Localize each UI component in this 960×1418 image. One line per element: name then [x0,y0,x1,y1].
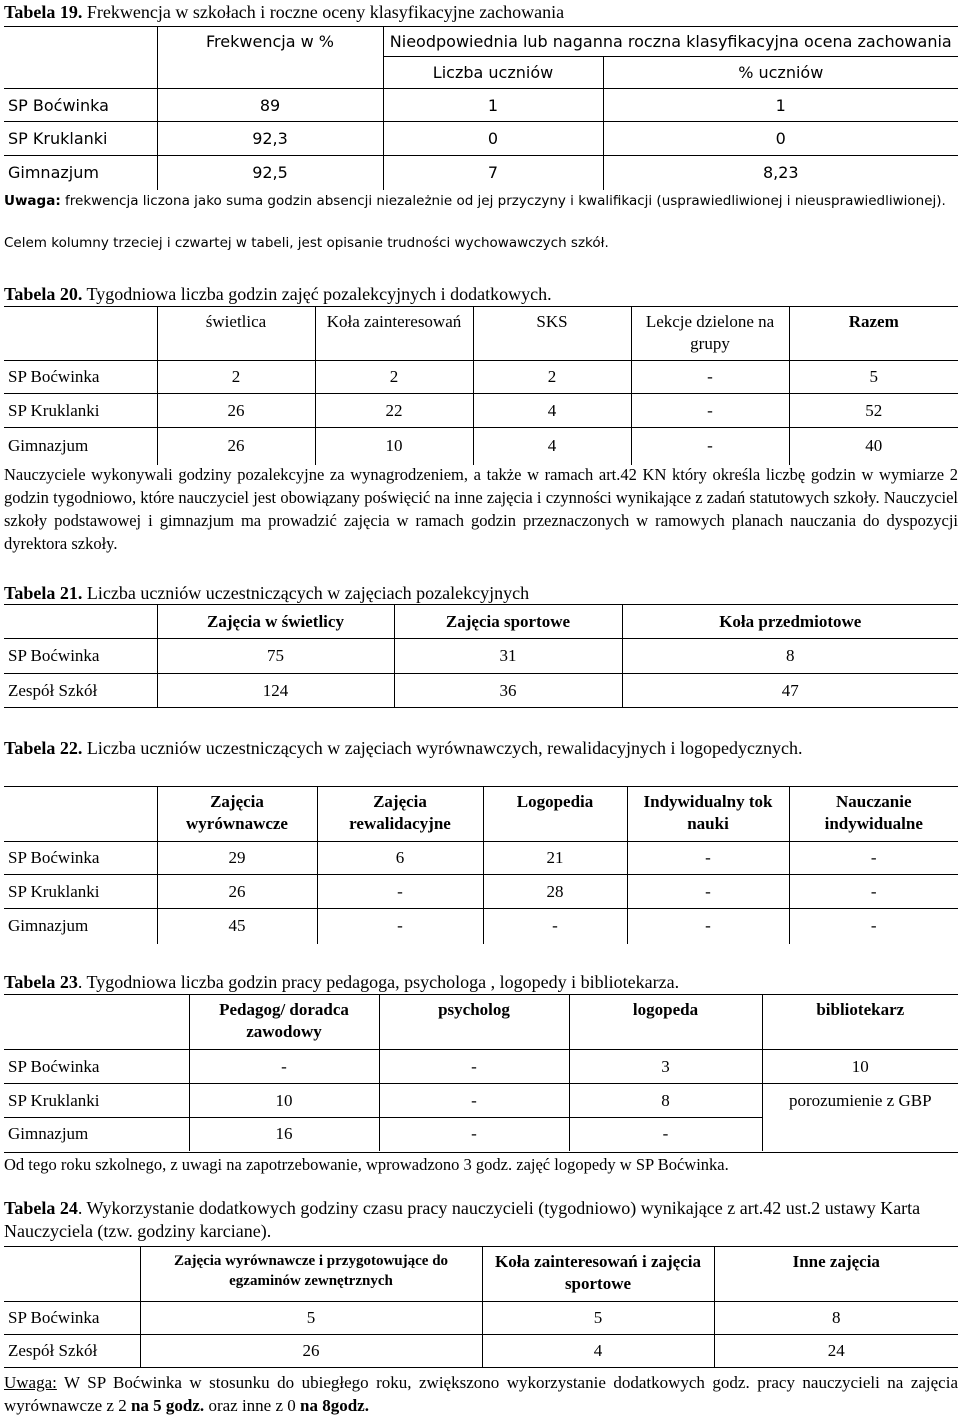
cell: 40 [789,428,958,465]
cell: - [627,842,789,875]
cell: 5 [140,1302,482,1335]
cell: 16 [189,1118,379,1151]
t20-header-kola: Koła zainteresowań [315,307,473,361]
cell: 26 [157,428,315,465]
t20-header-lekcje: Lekcje dzielone na grupy [631,307,789,361]
cell: 10 [315,428,473,465]
t23-note: Od tego roku szkolnego, z uwagi na zapotrzebowanie, wprowadzono 3 godz. zajęć logopedy w SP Boćwinka. [4,1152,958,1176]
table-row [4,1335,958,1368]
cell: 0 [383,122,603,156]
cell: 6 [317,842,483,875]
t24-note-label: Uwaga: [4,1373,57,1392]
row-label: Gimnazjum [4,156,157,190]
t19-note [4,192,958,210]
t20-header-razem: Razem [789,307,958,361]
cell: - [631,361,789,394]
t20-title-text: Tygodniowa liczba godzin zajęć pozalekcyjnych i dodatkowych. [82,284,552,304]
cell: 2 [157,361,315,394]
cell: - [631,428,789,465]
table-row [4,1084,958,1118]
table-row [4,842,958,875]
t19-header-nieodpowiednia: Nieodpowiednia lub naganna roczna klasyfikacyjna ocena zachowania [383,27,958,57]
t22-header-logopedia: Logopedia [483,787,627,842]
t24-note-bold-1: na 5 godz. [130,1396,205,1415]
cell: 26 [157,394,315,428]
t23-header-psycholog: psycholog [379,995,569,1050]
t22-header-rewalidacyjne: Zajęcia rewalidacyjne [317,787,483,842]
t24-title [4,1197,958,1243]
cell: 8 [622,639,958,674]
table-row [4,156,958,190]
cell: 26 [140,1335,482,1368]
cell: 29 [157,842,317,875]
cell: 10 [762,1050,958,1084]
t20-header-swietlica: świetlica [157,307,315,361]
cell: 3 [569,1050,762,1084]
cell: 2 [473,361,631,394]
t21-header-przedmiotowe: Koła przedmiotowe [622,605,958,639]
table-row [4,428,958,465]
t22-title-label: Tabela 22. [4,738,83,758]
t22-title-text: Liczba uczniów uczestniczących w zajęciach wyrównawczych, rewalidacyjnych i logopedycznych. [82,738,803,758]
t20-header-sks: SKS [473,307,631,361]
t19-table [4,26,958,190]
cell: 5 [789,361,958,394]
t23-merged-cell: porozumienie z GBP [762,1084,958,1151]
cell: - [483,909,627,944]
cell: - [379,1084,569,1118]
table-row [4,361,958,394]
cell: 28 [483,875,627,909]
cell: 10 [189,1084,379,1118]
cell: 7 [383,156,603,190]
cell: 5 [482,1302,714,1335]
cell: 31 [394,639,622,674]
row-label: Gimnazjum [4,909,157,944]
cell: - [789,842,958,875]
cell: 26 [157,875,317,909]
cell: 92,3 [157,122,383,156]
row-label: Zespół Szkół [4,674,157,708]
cell: - [317,909,483,944]
row-label: SP Boćwinka [4,361,157,394]
cell: 8,23 [603,156,958,190]
t22-header-wyrownawcze: Zajęcia wyrównawcze [157,787,317,842]
table-row [4,1050,958,1084]
t23-table [4,994,958,1151]
t19-note-label: Uwaga: [4,193,61,209]
t24-table [4,1246,958,1368]
row-label: Zespół Szkół [4,1335,140,1368]
cell: - [627,875,789,909]
cell: 36 [394,674,622,708]
table-row [4,875,958,909]
t20-table [4,306,958,465]
cell: - [789,909,958,944]
table-row [4,122,958,156]
t21-title-label: Tabela 21. [4,583,83,603]
t21-table [4,604,958,708]
cell: 8 [714,1302,958,1335]
cell: 92,5 [157,156,383,190]
cell: 4 [473,428,631,465]
t23-header-bibliotekarz: bibliotekarz [762,995,958,1050]
t22-header-nauczanie-indywidualne: Nauczanie indywidualne [789,787,958,842]
cell: 0 [603,122,958,156]
t20-title-label: Tabela 20. [4,284,83,304]
cell: - [631,394,789,428]
t24-header-wyrownawcze: Zajęcia wyrównawcze i przygotowujące do egzaminów zewnętrznych [140,1247,482,1302]
row-label: SP Kruklanki [4,1084,189,1118]
t23-header-pedagog: Pedagog/ doradca zawodowy [189,995,379,1050]
cell: 47 [622,674,958,708]
cell: 4 [473,394,631,428]
cell: - [379,1118,569,1151]
t24-title-text: . Wykorzystanie dodatkowych godziny czasu pracy nauczycieli (tygodniowo) wynikające z art.42 ust.2 ustawy Karta Nauczyciela (tzw. godziny karciane). [4,1198,921,1241]
t24-note-text-2: oraz inne z 0 [204,1396,301,1415]
table-row [4,1302,958,1335]
row-label: SP Boćwinka [4,639,157,674]
t23-title-label: Tabela 23 [4,972,78,992]
t19-title-label: Tabela 19. [4,2,83,22]
t21-title [4,582,529,604]
t19-title-text: Frekwencja w szkołach i roczne oceny klasyfikacyjne zachowania [82,2,565,22]
t20-paragraph: Nauczyciele wykonywali godziny pozalekcyjne za wynagrodzeniem, a także w ramach art.42 KN który określa liczbę godzin w wymiarze 2 godzin tygodniowo, które nauczyciel jest obowiązany poświęcić na inne zajęcia i czynności wynikające z zadań statutowych szkoły. Nauczyciel szkoły podstawowej i gimnazjum ma prowadzić zajęcia w ramach godzin przeznaczonych w ramowych planach nauczania do dyspozycji dyrektora szkoły. [4,465,958,553]
t20-title [4,283,552,305]
t19-header-liczba: Liczba uczniów [383,57,603,89]
table-row [4,909,958,944]
table-row [4,394,958,428]
t21-header-sportowe: Zajęcia sportowe [394,605,622,639]
cell: 2 [315,361,473,394]
t24-note [4,1371,958,1417]
table-row [4,89,958,122]
cell: 89 [157,89,383,122]
row-label: SP Kruklanki [4,875,157,909]
t19-note-text: frekwencja liczona jako suma godzin absencji niezależnie od jej przyczyny i kwalifikacji (usprawiedliwionej i nieusprawiedliwionej). [60,193,946,209]
row-label: SP Kruklanki [4,122,157,156]
row-label: Gimnazjum [4,1118,189,1151]
row-label: Gimnazjum [4,428,157,465]
cell: 1 [603,89,958,122]
t24-note-text-1: W SP Boćwinka w stosunku do ubiegłego roku, zwiększono wykorzystanie dodatkowych godz. pracy nauczycieli na zajęcia wyrównawcze z 2 [4,1373,958,1415]
t19-header-frekwencja: Frekwencja w % [157,27,383,57]
t21-header-swietlica: Zajęcia w świetlicy [157,605,394,639]
cell: 4 [482,1335,714,1368]
table-row [4,674,958,708]
cell: - [379,1050,569,1084]
cell: - [189,1050,379,1084]
table-row [4,639,958,674]
cell: 45 [157,909,317,944]
t22-table [4,786,958,944]
t23-title-text: . Tygodniowa liczba godzin pracy pedagoga, psychologa , logopedy i bibliotekarza. [77,972,680,992]
t19-celem: Celem kolumny trzeciej i czwartej w tabeli, jest opisanie trudności wychowawczych szkół. [4,235,609,251]
t23-header-logopeda: logopeda [569,995,762,1050]
row-label: SP Kruklanki [4,394,157,428]
cell: 8 [569,1084,762,1118]
t24-header-kola: Koła zainteresowań i zajęcia sportowe [482,1247,714,1302]
cell: - [627,909,789,944]
t23-title [4,971,679,993]
cell: 75 [157,639,394,674]
row-label: SP Boćwinka [4,842,157,875]
cell: - [317,875,483,909]
row-label: SP Boćwinka [4,1302,140,1335]
cell: - [569,1118,762,1151]
cell: 21 [483,842,627,875]
cell: 52 [789,394,958,428]
t19-header-procent: % uczniów [603,57,958,89]
t21-title-text: Liczba uczniów uczestniczących w zajęciach pozalekcyjnych [82,583,530,603]
t24-title-label: Tabela 24 [4,1198,78,1218]
cell: 24 [714,1335,958,1368]
row-label: SP Boćwinka [4,1050,189,1084]
cell: 1 [383,89,603,122]
cell: 124 [157,674,394,708]
row-label: SP Boćwinka [4,89,157,122]
t24-note-bold-2: na 8godz. [300,1396,369,1415]
cell: 22 [315,394,473,428]
cell: - [789,875,958,909]
t19-title [4,1,564,23]
t22-header-indywidualny-tok: Indywidualny tok nauki [627,787,789,842]
t24-header-inne: Inne zajęcia [714,1247,958,1302]
t22-title [4,737,958,760]
